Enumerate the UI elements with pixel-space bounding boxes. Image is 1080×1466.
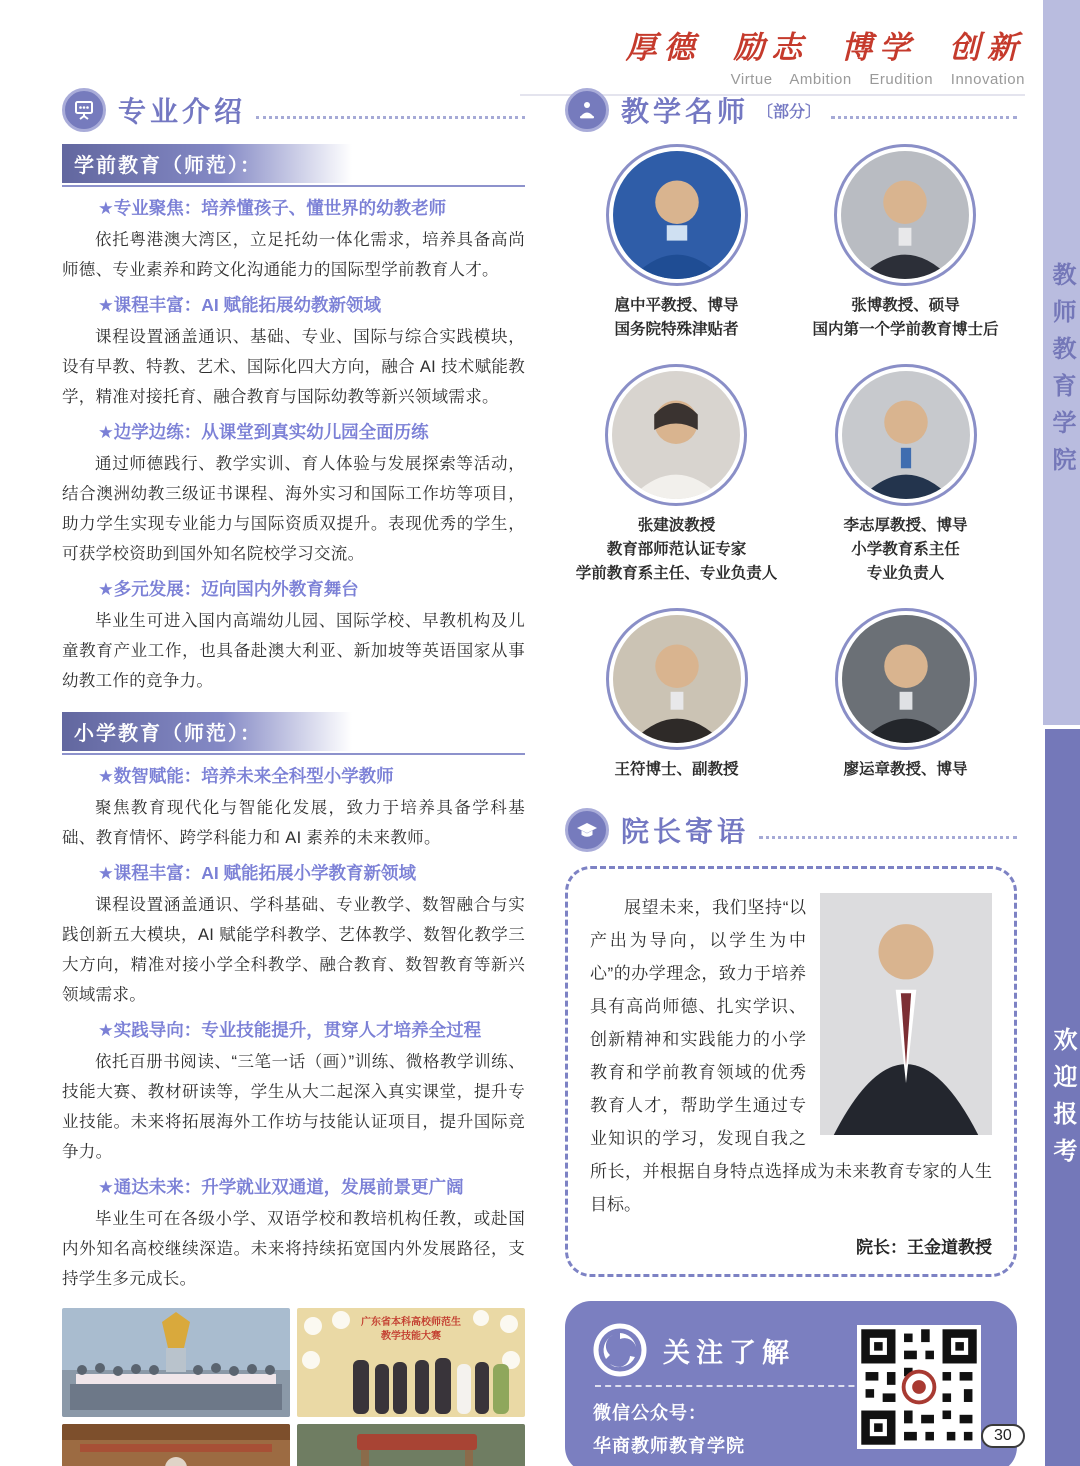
teacher-caption: 王符博士、副教授: [614, 761, 739, 778]
teacher-portrait: [835, 608, 977, 750]
lectern-icon: [565, 88, 609, 132]
teacher-portrait: [606, 144, 748, 286]
teacher-portrait: [835, 364, 977, 506]
photo-school-gate-group: [297, 1424, 525, 1466]
bullet-heading: ★课程丰富：AI 赋能拓展幼教新领域: [98, 295, 382, 315]
teacher-card: [812, 144, 998, 342]
bullet-paragraph: 依托粤港澳大湾区，立足托幼一体化需求，培养具备高尚师德、专业素养和跨文化沟通能力的国际型学前教育人才。: [62, 231, 525, 279]
photo-meeting-room: [62, 1424, 290, 1466]
teacher-caption: 廖运章教授、博导: [843, 761, 968, 778]
school-motto: [520, 22, 1025, 96]
badge-underline: [62, 185, 525, 187]
teacher-caption: 张博教授、硕导 国内第一个学前教育博士后: [812, 297, 999, 338]
presentation-board-icon: [62, 88, 106, 132]
teacher-card: [835, 608, 977, 782]
majors-section-title: 专业介绍: [118, 96, 247, 127]
program-primary: [62, 712, 525, 1294]
teachers-column: [565, 88, 1017, 1466]
teacher-card: [606, 144, 748, 342]
dean-section-header: [565, 808, 1017, 852]
sidebar-label-college: 教师教育学院: [1048, 262, 1075, 484]
dean-message-text: 展望未来，我们坚持“以产出为导向，以学生为中心”的办学理念，致力于培养具有高尚师德、扎实学识、创新精神和实践能力的小学教育和学前教育领域的优秀教育人才，帮助学生通过专业知识的学习，发现自我之所长，并根据自身特点选择成为未来教育专家的人生目标。: [590, 898, 992, 1214]
majors-section-header: [62, 88, 525, 132]
teacher-caption: 扈中平教授、博导 国务院特殊津贴者: [614, 297, 739, 338]
program-preschool: [62, 144, 525, 696]
bullet-paragraph: 课程设置涵盖通识、基础、专业、国际与综合实践模块，设有早教、特教、艺术、国际化四大方向，融合 AI 技术赋能教学，精准对接托育、融合教育与国际幼教等新兴领域需求。: [62, 328, 525, 406]
teachers-section-subtitle: 〔部分〕: [757, 103, 822, 121]
majors-column: [62, 88, 525, 1466]
bullet-paragraph: 依托百册书阅读、“三笔一话（画）”训练、微格教学训练、技能大赛、教材研读等，学生从大二起深入真实课堂，提升专业技能。未来将拓展海外工作坊与技能认证项目，提升国际竞争力。: [62, 1053, 525, 1161]
motto-english: Virtue Ambition Erudition Innovation: [730, 71, 1025, 88]
dean-signature: 院长：王金道教授: [856, 1238, 992, 1257]
follow-title: 关注了解: [663, 1337, 795, 1368]
dotted-rule: [256, 116, 525, 119]
bullet-paragraph: 课程设置涵盖通识、学科基础、专业教学、数智融合与实践创新五大模块，AI 赋能学科教学、艺体教学、数智化教学三大方向，精准对接小学全科教学、融合教育、数智教育等新兴领域需求。: [62, 896, 525, 1004]
dean-section-title: 院长寄语: [621, 816, 750, 847]
dean-message-box: [565, 866, 1017, 1277]
photo-golden-bauhinia-group: [62, 1308, 290, 1417]
graduation-cap-icon: [565, 808, 609, 852]
teachers-section-title: 教学名师: [621, 96, 750, 127]
program-badge-preschool: 学前教育（师范）：: [62, 144, 352, 183]
dotted-rule: [831, 116, 1017, 119]
photo-teaching-skills-competition: [297, 1308, 525, 1417]
teacher-portrait: [605, 364, 747, 506]
qr-code: [857, 1325, 981, 1449]
dashed-rule: [595, 1385, 895, 1387]
teacher-portrait: [606, 608, 748, 750]
bullet-heading: ★多元发展：迈向国内外教育舞台: [98, 579, 359, 599]
teacher-card: [606, 608, 748, 782]
bullet-heading: ★通达未来：升学就业双通道，发展前景更广阔: [98, 1177, 464, 1197]
bullet-paragraph: 毕业生可进入国内高端幼儿园、国际学校、早教机构及儿童教育产业工作，也具备赴澳大利亚、新加坡等英语国家从事幼教工作的竞争力。: [62, 612, 525, 690]
teachers-grid: [565, 144, 1017, 782]
sidebar-strip-bottom: [1045, 729, 1080, 1466]
bullet-heading: ★课程丰富：AI 赋能拓展小学教育新领域: [98, 863, 417, 883]
dotted-rule: [759, 836, 1017, 839]
teacher-caption: 张建波教授 教育部师范认证专家 学前教育系主任、专业负责人: [575, 517, 778, 582]
campus-photo-grid: [62, 1308, 525, 1466]
bullet-heading: ★数智赋能：培养未来全科型小学教师: [98, 766, 394, 786]
wechat-account-name: 华商教师教育学院: [593, 1436, 745, 1456]
teachers-section-header: [565, 88, 1017, 132]
program-badge-primary: 小学教育（师范）：: [62, 712, 352, 751]
bullet-heading: ★实践导向：专业技能提升，贯穿人才培养全过程: [98, 1020, 482, 1040]
page-number: 30: [981, 1424, 1025, 1448]
sidebar-label-welcome: 欢迎报考: [1049, 1027, 1076, 1175]
photo-banner-text: 广东省本科高校师范生 教学技能大赛: [361, 1317, 461, 1342]
teacher-card: [835, 364, 977, 586]
teacher-caption: 李志厚教授、博导 小学教育系主任 专业负责人: [843, 517, 968, 582]
teacher-portrait: [834, 144, 976, 286]
bullet-heading: ★边学边练：从课堂到真实幼儿园全面历练: [98, 422, 429, 442]
wechat-label: 微信公众号：: [593, 1403, 707, 1423]
teacher-card: [576, 364, 778, 586]
badge-underline: [62, 753, 525, 755]
bullet-paragraph: 毕业生可在各级小学、双语学校和教培机构任教，或赴国内外知名高校继续深造。未来将持续拓宽国内外发展路径，支持学生多元成长。: [62, 1210, 525, 1288]
swirl-logo-icon: [593, 1323, 647, 1377]
bullet-paragraph: 聚焦教育现代化与智能化发展，致力于培养具备学科基础、教育情怀、跨学科能力和 AI 素养的未来教师。: [62, 799, 525, 847]
bullet-paragraph: 通过师德践行、教学实训、育人体验与发展探索等活动，结合澳洲幼教三级证书课程、海外实习和国际工作坊等项目，助力学生实现专业能力与国际资质双提升。表现优秀的学生，可获学校资助到国外知名院校学习交流。: [62, 455, 525, 563]
follow-box: [565, 1301, 1017, 1466]
sidebar-strip-top: [1043, 0, 1080, 725]
bullet-heading: ★专业聚焦：培养懂孩子、懂世界的幼教老师: [98, 198, 447, 218]
motto-chinese: 厚德 励志 博学 创新: [625, 30, 1025, 66]
dean-portrait-photo: [820, 893, 992, 1135]
